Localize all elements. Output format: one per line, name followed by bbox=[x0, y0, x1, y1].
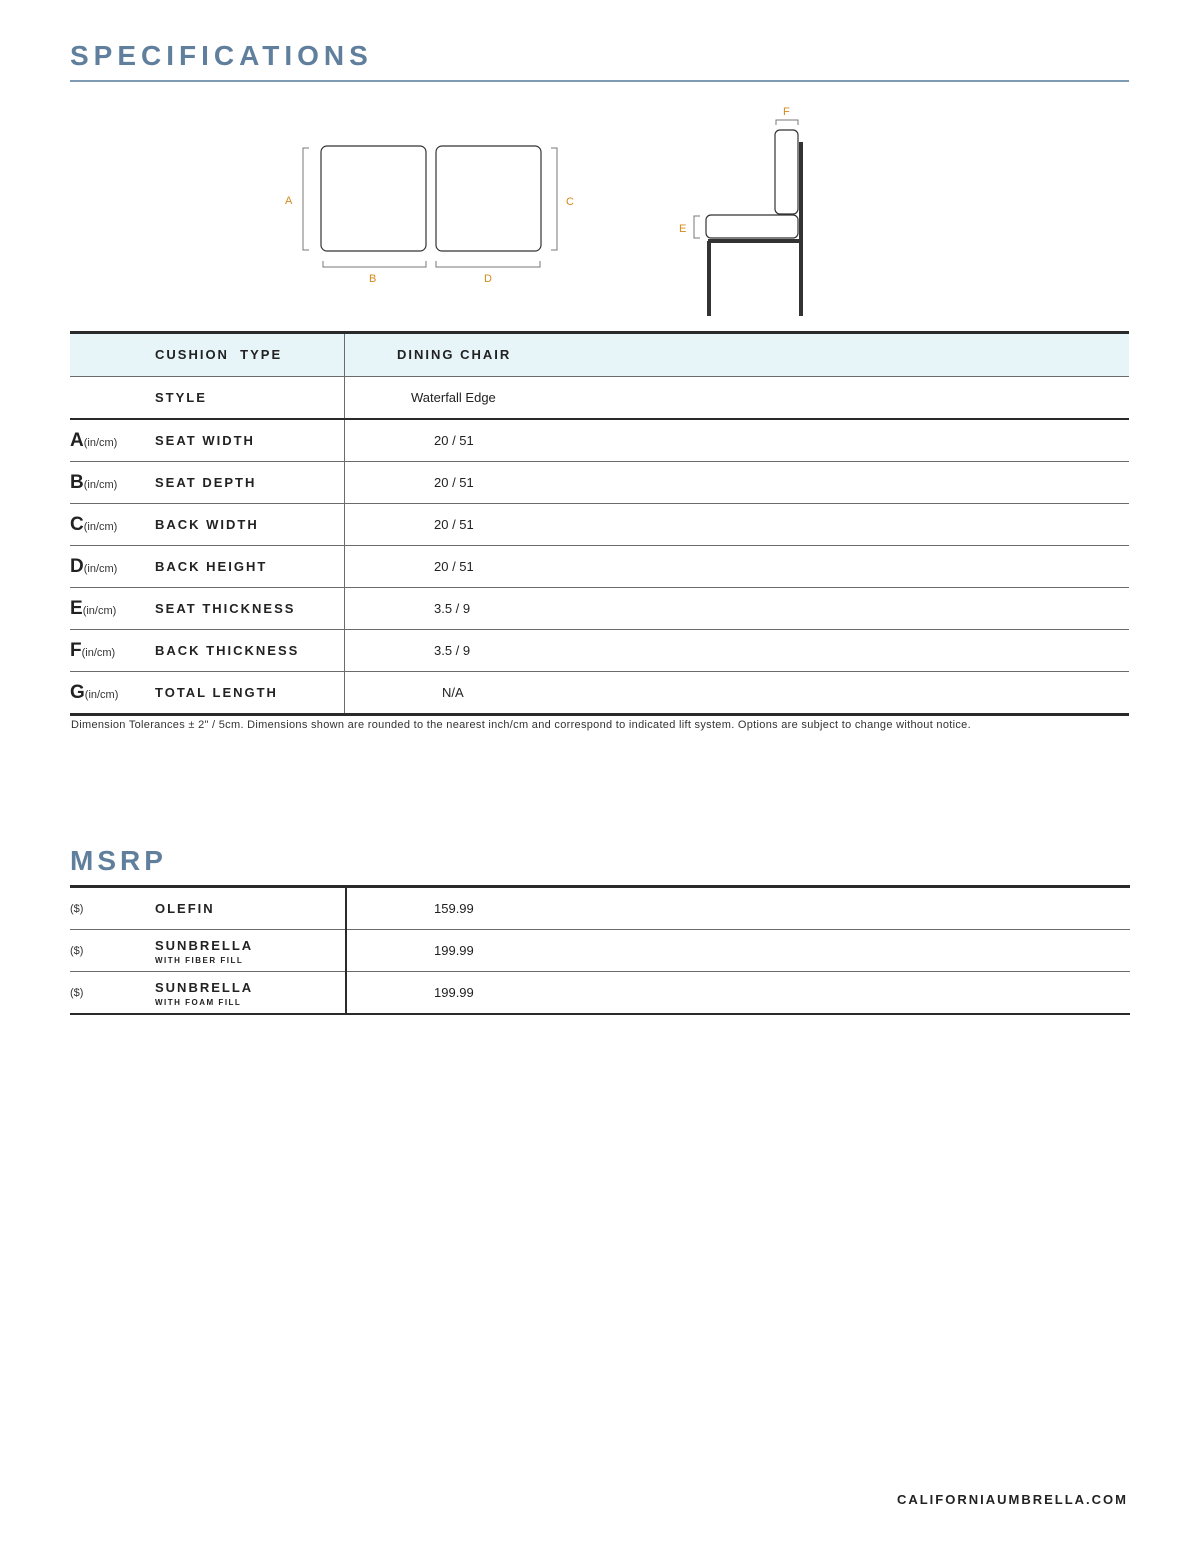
dimension-unit: (in/cm) bbox=[84, 688, 119, 701]
dimension-bracket-b bbox=[323, 261, 426, 267]
currency-label: ($) bbox=[70, 986, 84, 999]
table-row bbox=[70, 504, 1129, 546]
diagram-letter-d: D bbox=[484, 273, 492, 285]
dimension-value: 20 / 51 bbox=[434, 558, 474, 574]
fill-sublabel: WITH FIBER FILL bbox=[155, 955, 244, 965]
dimension-label: SEAT DEPTH bbox=[155, 474, 257, 490]
dimension-bracket-d bbox=[436, 261, 540, 267]
dimension-label: TOTAL LENGTH bbox=[155, 684, 278, 700]
dimension-letter: A bbox=[70, 429, 84, 451]
table-row bbox=[70, 972, 1130, 1015]
fabric-label: OLEFIN bbox=[155, 900, 215, 916]
price-value: 199.99 bbox=[434, 984, 474, 1000]
style-label: STYLE bbox=[155, 389, 207, 405]
currency-label: ($) bbox=[70, 902, 84, 915]
price-value: 159.99 bbox=[434, 900, 474, 916]
chair-back-cushion bbox=[775, 130, 798, 214]
table-header-row bbox=[70, 333, 1129, 377]
dimension-value: N/A bbox=[442, 684, 464, 700]
dimension-label: BACK WIDTH bbox=[155, 516, 259, 532]
dimension-unit: (in/cm) bbox=[83, 436, 118, 449]
dimension-letter: F bbox=[70, 639, 82, 661]
dimension-value: 20 / 51 bbox=[434, 516, 474, 532]
dimension-unit: (in/cm) bbox=[82, 604, 117, 617]
dimension-value: 3.5 / 9 bbox=[434, 600, 471, 616]
seat-cushion-shape bbox=[321, 146, 426, 251]
diagram-letter-f: F bbox=[783, 106, 790, 118]
dimension-label: SEAT WIDTH bbox=[155, 432, 255, 448]
dimension-letter: G bbox=[70, 681, 85, 703]
table-row bbox=[70, 630, 1129, 672]
specifications-title: SPECIFICATIONS bbox=[70, 40, 373, 71]
dimension-bracket-f bbox=[776, 120, 798, 125]
dimension-unit: (in/cm) bbox=[83, 520, 118, 533]
back-cushion-shape bbox=[436, 146, 541, 251]
dimension-bracket-c bbox=[551, 148, 557, 250]
table-row bbox=[70, 546, 1129, 588]
table-row bbox=[70, 419, 1129, 462]
dimension-tolerance-note: Dimension Tolerances ± 2" / 5cm. Dimensions shown are rounded to the nearest inch/cm and correspond to indicated lift system. Options are subject to change without notice. bbox=[71, 719, 971, 731]
dimension-label: BACK THICKNESS bbox=[155, 642, 300, 658]
dimension-label: SEAT THICKNESS bbox=[155, 600, 296, 616]
table-row bbox=[70, 930, 1130, 972]
diagram-letter-a: A bbox=[285, 195, 293, 207]
dimension-unit: (in/cm) bbox=[83, 478, 118, 491]
dimension-letter: B bbox=[70, 471, 84, 493]
diagram-letter-b: B bbox=[369, 273, 377, 285]
currency-label: ($) bbox=[70, 944, 84, 957]
style-value: Waterfall Edge bbox=[411, 389, 496, 405]
cushion-dimension-diagram bbox=[0, 0, 1200, 330]
dimension-letter: D bbox=[70, 555, 84, 577]
diagram-letter-c: C bbox=[566, 196, 574, 208]
price-value: 199.99 bbox=[434, 942, 474, 958]
msrp-title: MSRP bbox=[70, 845, 167, 876]
table-row bbox=[70, 588, 1129, 630]
fabric-label: SUNBRELLA bbox=[155, 937, 254, 953]
website-link[interactable]: CALIFORNIAUMBRELLA.COM bbox=[896, 1492, 1128, 1507]
msrp-table bbox=[70, 885, 1130, 1015]
cushion-type-label: CUSHION TYPE bbox=[155, 347, 283, 362]
dimension-value: 3.5 / 9 bbox=[434, 642, 471, 658]
dimension-unit: (in/cm) bbox=[83, 562, 118, 575]
table-row bbox=[70, 887, 1130, 930]
dimension-value: 20 / 51 bbox=[434, 432, 474, 448]
dimension-letter: E bbox=[70, 597, 83, 619]
dimension-label: BACK HEIGHT bbox=[155, 558, 268, 574]
style-row bbox=[70, 377, 1129, 420]
chair-side-view bbox=[706, 130, 801, 316]
diagram-letter-e: E bbox=[679, 223, 687, 235]
dimension-unit: (in/cm) bbox=[81, 646, 116, 659]
cushion-type-value: DINING CHAIR bbox=[397, 347, 512, 362]
fabric-label: SUNBRELLA bbox=[155, 979, 254, 995]
chair-seat-cushion bbox=[706, 215, 798, 238]
specifications-table bbox=[70, 331, 1129, 716]
table-row bbox=[70, 672, 1129, 715]
dimension-value: 20 / 51 bbox=[434, 474, 474, 490]
dimension-letter: C bbox=[70, 513, 84, 535]
table-row bbox=[70, 462, 1129, 504]
fill-sublabel: WITH FOAM FILL bbox=[155, 997, 242, 1007]
dimension-bracket-e bbox=[694, 216, 700, 238]
dimension-bracket-a bbox=[303, 148, 309, 250]
